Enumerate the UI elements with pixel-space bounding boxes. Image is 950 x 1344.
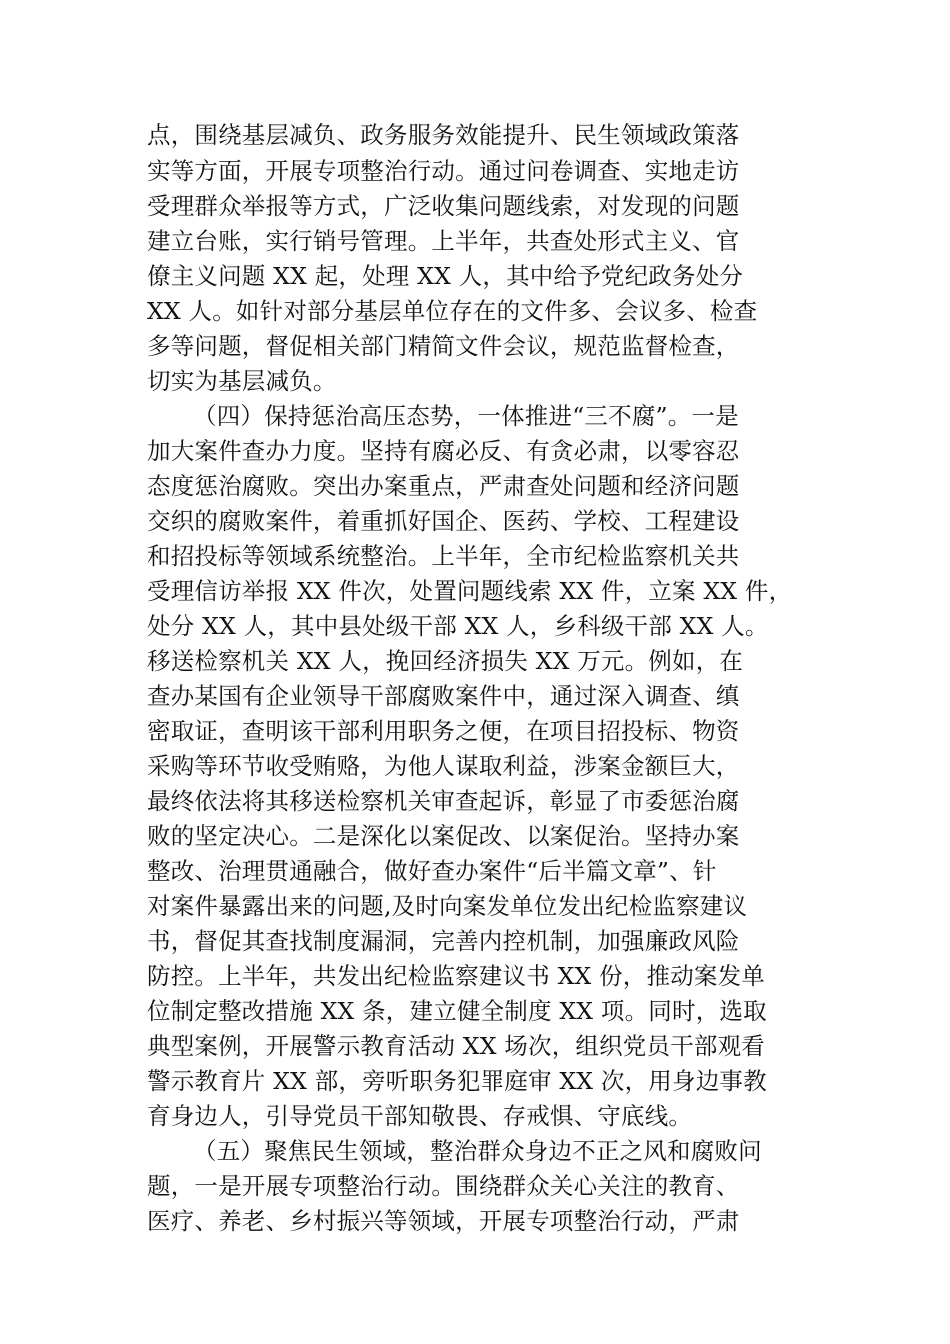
text-line: 典型案例，开展警示教育活动 XX 场次，组织党员干部观看 (147, 1032, 765, 1060)
text-line: 采购等环节收受贿赂，为他人谋取利益，涉案金额巨大， (147, 752, 740, 780)
text-line: 查办某国有企业领导干部腐败案件中，通过深入调查、缜 (147, 682, 740, 710)
text-line: 点，围绕基层减负、政务服务效能提升、民生领域政策落 (147, 121, 740, 149)
text-line: 题，一是开展专项整治行动。围绕群众关心关注的教育、 (147, 1172, 740, 1200)
text-line: 书，督促其查找制度漏洞，完善内控机制，加强廉政风险 (147, 927, 740, 955)
text-line: 交织的腐败案件，着重抓好国企、医药、学校、工程建设 (147, 507, 740, 535)
text-line: 防控。上半年，共发出纪检监察建议书 XX 份，推动案发单 (147, 962, 765, 990)
text-line: XX 人。如针对部分基层单位存在的文件多、会议多、检查 (147, 297, 758, 325)
text-line: 僚主义问题 XX 起，处理 XX 人，其中给予党纪政务处分 (147, 262, 744, 290)
text-line: 对案件暴露出来的问题,及时向案发单位发出纪检监察建议 (147, 892, 748, 920)
text-line: 态度惩治腐败。突出办案重点，严肃查处问题和经济问题 (147, 472, 740, 500)
text-line: 实等方面，开展专项整治行动。通过问卷调查、实地走访 (147, 157, 740, 185)
text-line: 建立台账，实行销号管理。上半年，共查处形式主义、官 (147, 227, 740, 255)
text-line: 败的坚定决心。二是深化以案促改、以案促治。坚持办案 (147, 822, 740, 850)
text-line: 整改、治理贯通融合，做好查办案件“后半篇文章”、针 (147, 857, 717, 885)
text-line: 受理信访举报 XX 件次，处置问题线索 XX 件，立案 XX 件， (147, 577, 793, 605)
text-line: 和招投标等领域系统整治。上半年，全市纪检监察机关共 (147, 542, 740, 570)
text-line: 警示教育片 XX 部，旁听职务犯罪庭审 XX 次，用身边事教 (147, 1067, 767, 1095)
text-line: 医疗、养老、乡村振兴等领域，开展专项整治行动，严肃 (147, 1207, 740, 1235)
text-line: 育身边人，引导党员干部知敬畏、存戒惧、守底线。 (147, 1102, 693, 1130)
text-line: 移送检察机关 XX 人，挽回经济损失 XX 万元。例如，在 (147, 647, 744, 675)
text-line: 最终依法将其移送检察机关审查起诉，彰显了市委惩治腐 (147, 787, 740, 815)
text-line: 加大案件查办力度。坚持有腐必反、有贪必肃，以零容忍 (147, 437, 740, 465)
text-line: 位制定整改措施 XX 条，建立健全制度 XX 项。同时，选取 (147, 997, 767, 1025)
text-line: 密取证，查明该干部利用职务之便，在项目招投标、物资 (147, 717, 740, 745)
text-line: 受理群众举报等方式，广泛收集问题线索，对发现的问题 (147, 192, 740, 220)
text-line: 切实为基层减负。 (147, 367, 337, 395)
section-heading-4: （四）保持惩治高压态势，一体推进“三不腐”。一是 (193, 402, 739, 430)
text-line: 多等问题，督促相关部门精简文件会议，规范监督检查， (147, 332, 740, 360)
section-heading-5: （五）聚焦民生领域，整治群众身边不正之风和腐败问 (193, 1137, 762, 1165)
text-line: 处分 XX 人，其中县处级干部 XX 人，乡科级干部 XX 人。 (147, 612, 769, 640)
